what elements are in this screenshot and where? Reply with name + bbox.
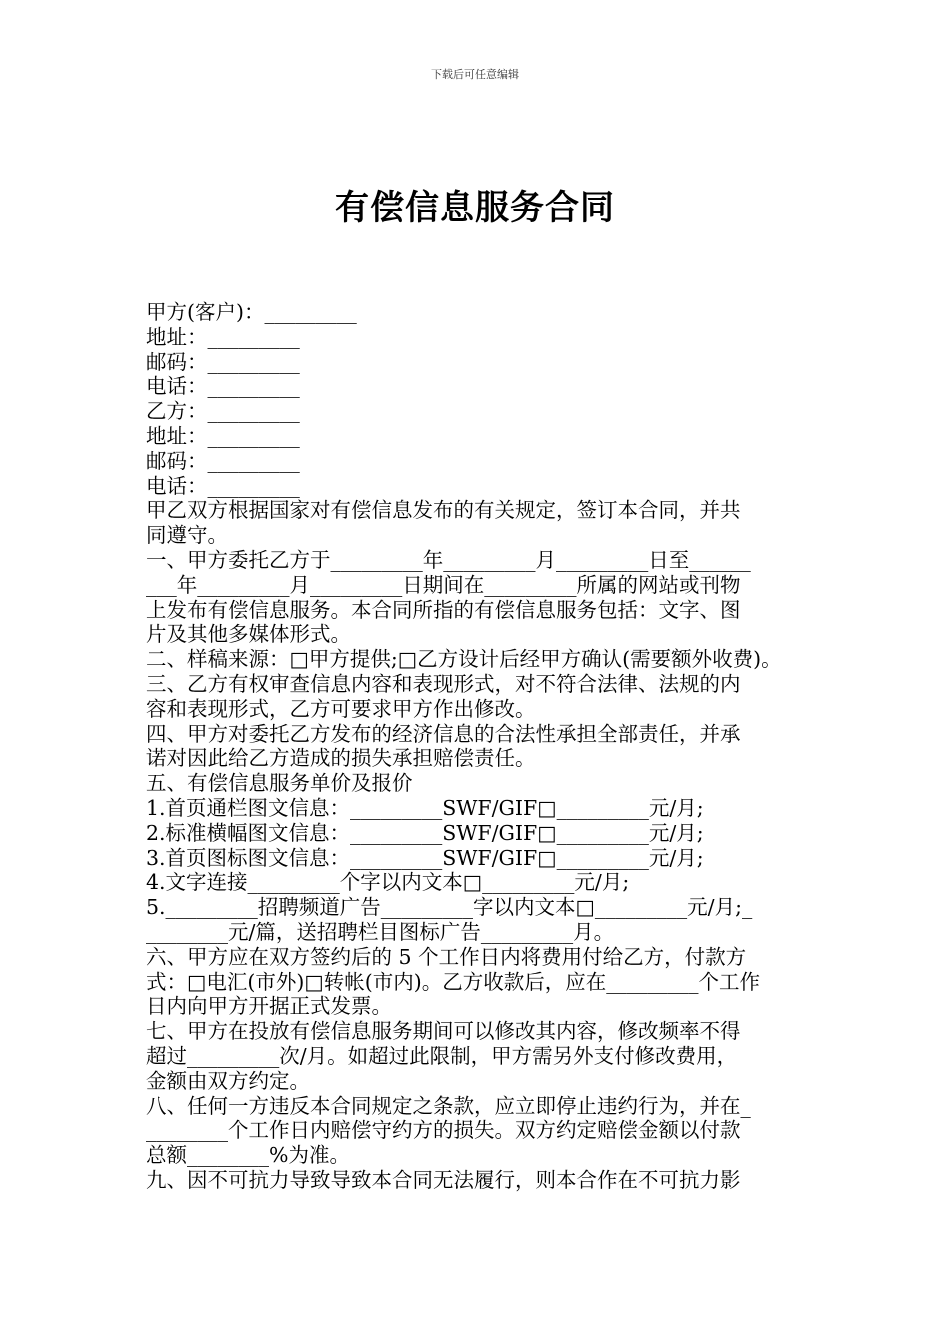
clause-1-line: ___年_________月_________日期间在_________所属的网站或刊物	[146, 572, 741, 597]
party-b-line: 乙方：_________	[146, 399, 300, 424]
clause-1-line: 一、甲方委托乙方于_________年_________月_________日至______	[146, 547, 751, 572]
price-item-5: ________元/篇，送招聘栏目图标广告_________月。	[146, 919, 615, 944]
clause-1-line: 片及其他多媒体形式。	[146, 622, 351, 647]
party-a-phone-line: 电话：_________	[146, 374, 300, 399]
header-note: 下载后可任意编辑	[431, 68, 519, 81]
clause-5-heading: 五、有偿信息服务单价及报价	[146, 771, 413, 796]
document-title: 有偿信息服务合同	[335, 188, 615, 228]
clause-7-line: 金额由双方约定。	[146, 1068, 310, 1093]
clause-9-line: 九、因不可抗力导致导致本合同无法履行，则本合作在不可抗力影	[146, 1167, 741, 1192]
clause-4-line: 诺对因此给乙方造成的损失承担赔偿责任。	[146, 746, 536, 771]
price-item-4: 4.文字连接_________个字以内文本□_________元/月;	[146, 870, 630, 895]
clause-7-line: 超过_________次/月。如超过此限制，甲方需另外支付修改费用，	[146, 1043, 738, 1068]
price-item-5: 5._________招聘频道广告_________字以内文本□_________元/月;_	[146, 895, 753, 920]
clause-8-line: 总额________%为准。	[146, 1143, 350, 1168]
clause-6-line: 式：□电汇(市外)□转帐(市内)。乙方收款后，应在_________个工作	[146, 969, 760, 994]
price-item-2: 2.标准横幅图文信息：_________SWF/GIF□_________元/月;	[146, 820, 704, 845]
clause-8-line: 八、任何一方违反本合同规定之条款，应立即停止违约行为，并在_	[146, 1093, 751, 1118]
clause-8-line: ________个工作日内赔偿守约方的损失。双方约定赔偿金额以付款	[146, 1118, 741, 1143]
party-a-postcode-line: 邮码：_________	[146, 349, 300, 374]
price-item-3: 3.首页图标图文信息：_________SWF/GIF□_________元/月;	[146, 845, 704, 870]
clause-1-line: 上发布有偿信息服务。本合同所指的有偿信息服务包括：文字、图	[146, 597, 741, 622]
clause-7-line: 七、甲方在投放有偿信息服务期间可以修改其内容，修改频率不得	[146, 1019, 741, 1044]
price-item-1: 1.首页通栏图文信息：_________SWF/GIF□_________元/月;	[146, 795, 704, 820]
clause-6-line: 六、甲方应在双方签约后的 5 个工作日内将费用付给乙方，付款方	[146, 944, 747, 969]
clause-6-line: 日内向甲方开据正式发票。	[146, 994, 392, 1019]
party-a-client-line: 甲方(客户)：_________	[146, 300, 357, 324]
clause-2-line: 二、样稿来源：□甲方提供;□乙方设计后经甲方确认(需要额外收费)。	[146, 647, 782, 672]
clause-3-line: 三、乙方有权审查信息内容和表现形式，对不符合法律、法规的内	[146, 671, 741, 696]
party-b-address-line: 地址：_________	[146, 423, 300, 448]
party-b-phone-line: 电话：_________	[146, 473, 300, 498]
clause-4-line: 四、甲方对委托乙方发布的经济信息的合法性承担全部责任，并承	[146, 721, 741, 746]
party-a-address-line: 地址：_________	[146, 324, 300, 349]
clause-3-line: 容和表现形式，乙方可要求甲方作出修改。	[146, 696, 536, 721]
preamble-line: 甲乙双方根据国家对有偿信息发布的有关规定，签订本合同，并共	[146, 498, 741, 523]
party-b-postcode-line: 邮码：_________	[146, 448, 300, 473]
preamble-line: 同遵守。	[146, 523, 228, 548]
contract-body	[146, 300, 811, 1193]
